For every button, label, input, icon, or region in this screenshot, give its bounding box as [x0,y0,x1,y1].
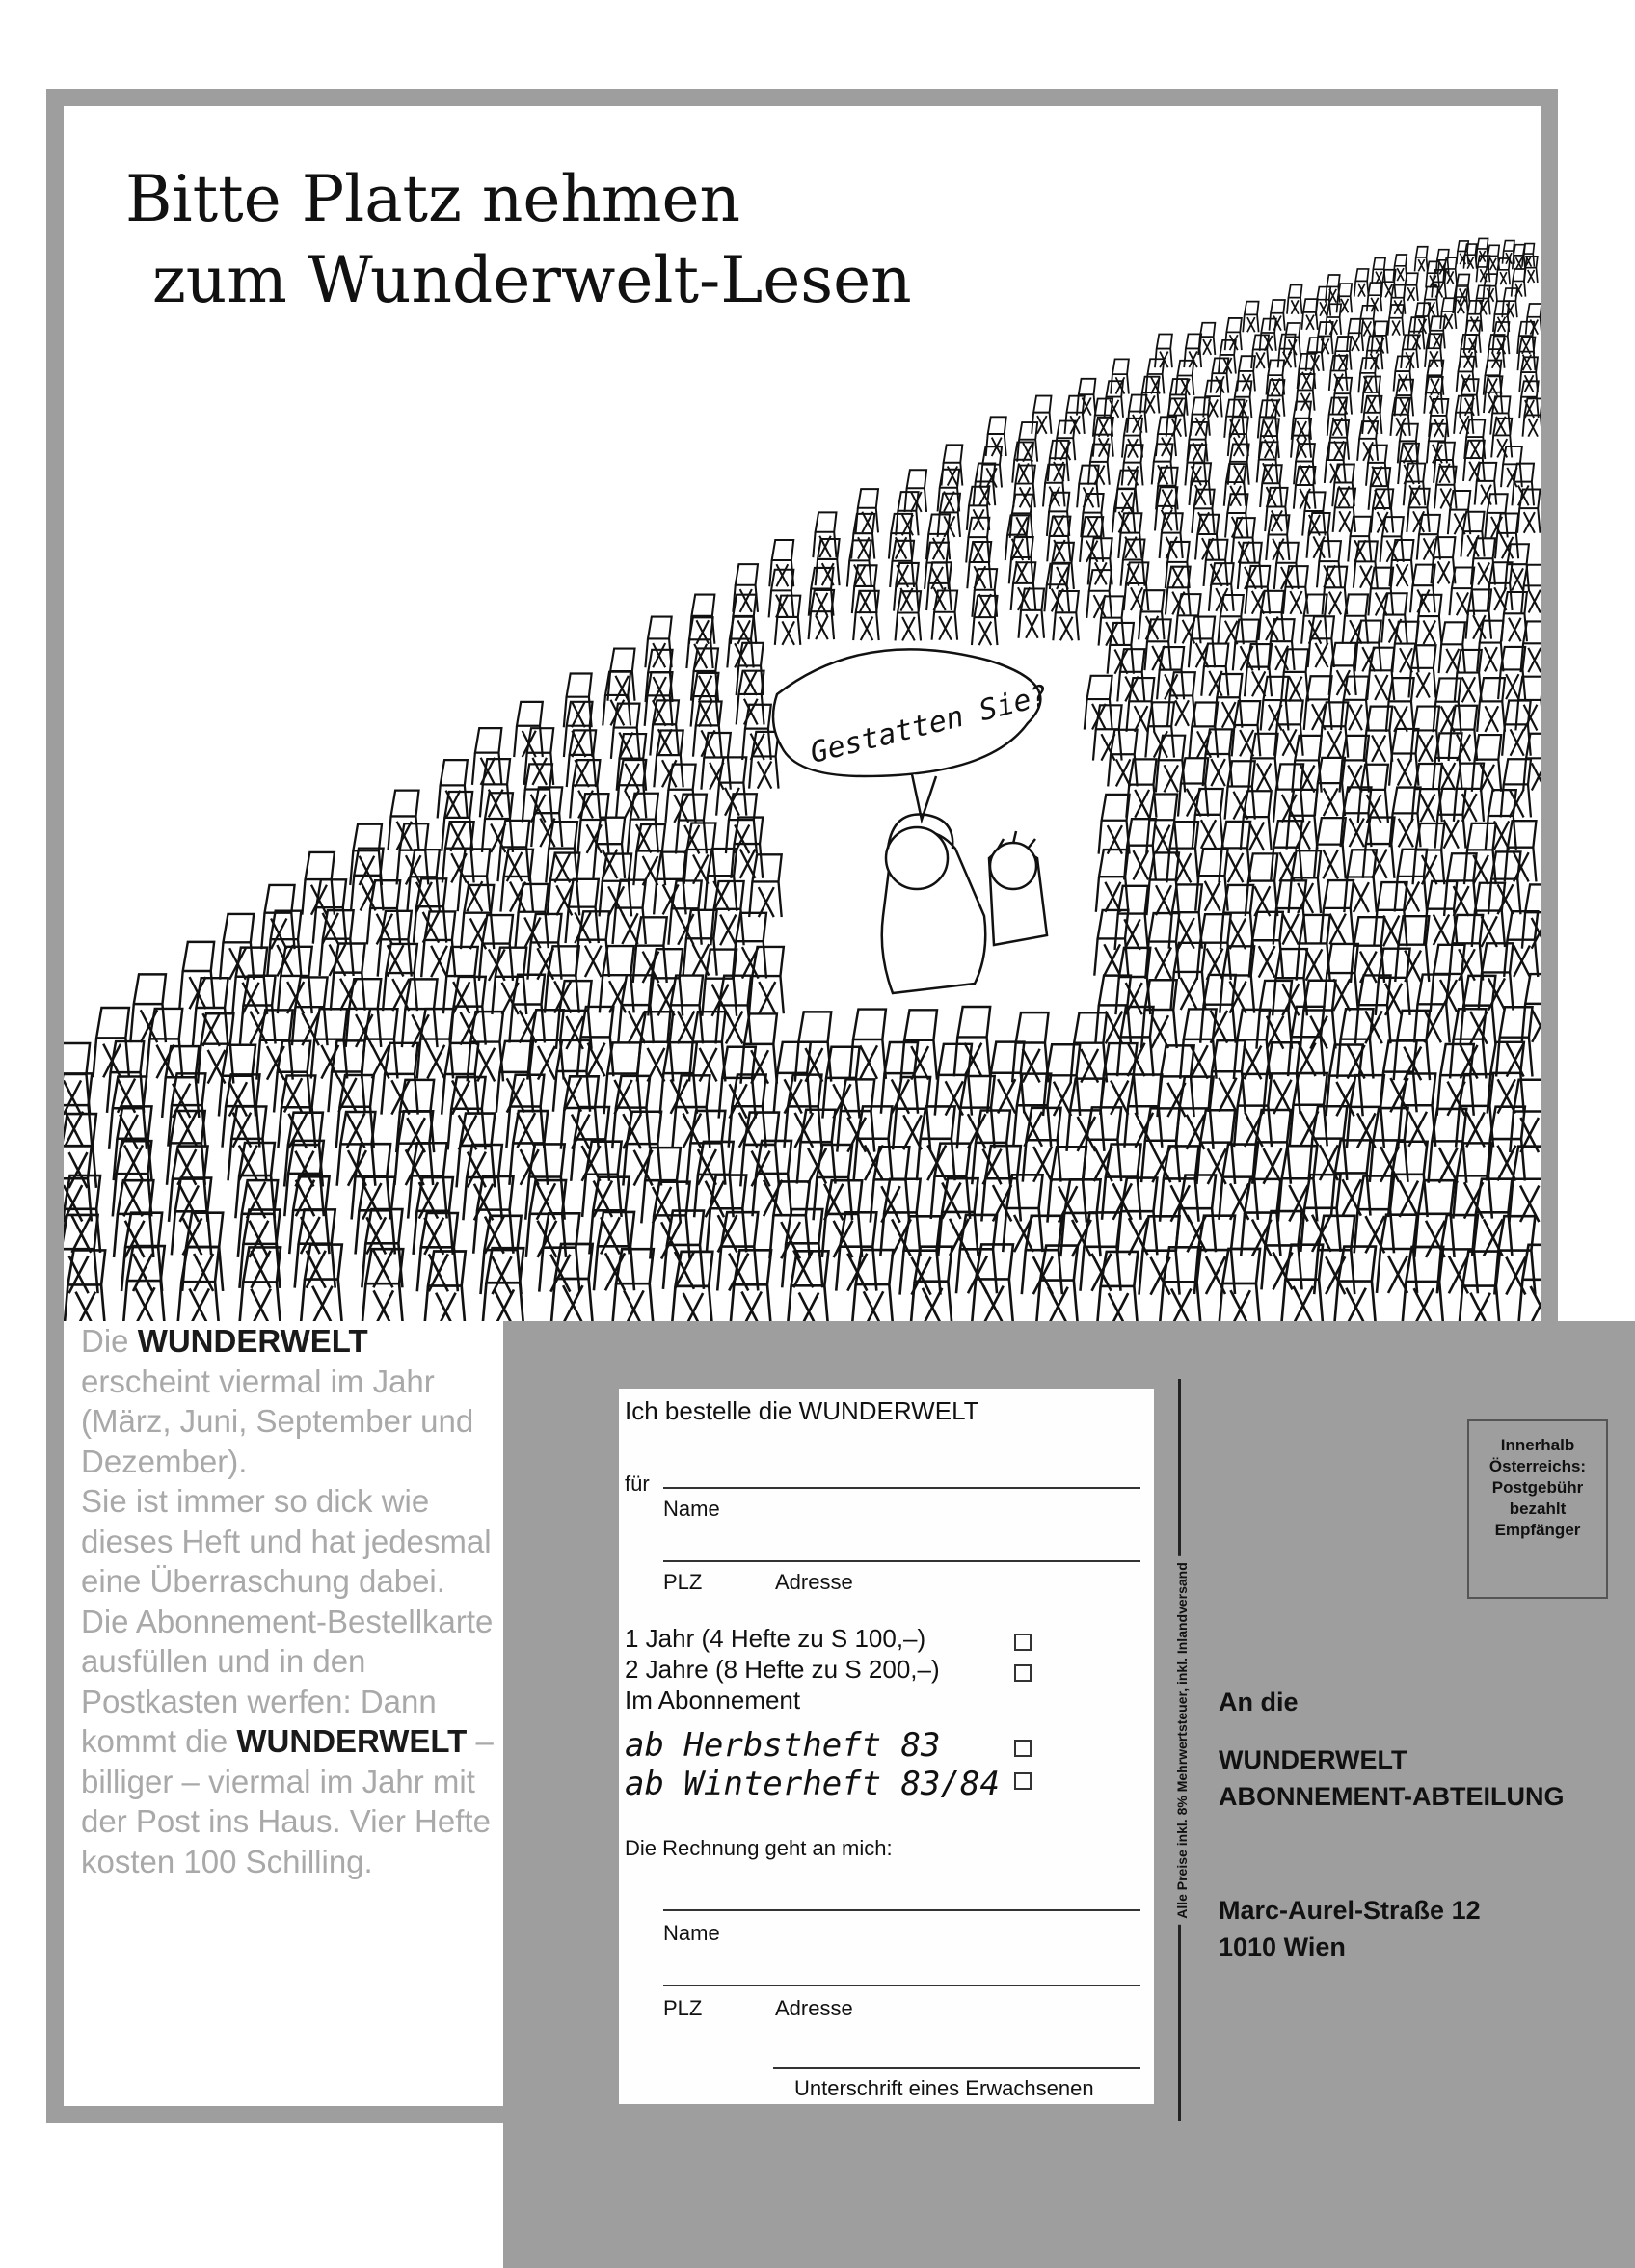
chair [182,1213,223,1291]
chair [1502,288,1517,317]
chair [1463,244,1476,269]
chair [1127,395,1146,433]
chair [691,648,718,700]
chair [1288,1007,1324,1076]
chair [64,1043,90,1115]
chair [284,1141,324,1216]
chair [1510,1147,1541,1222]
chair [408,1143,447,1218]
chair [1475,463,1497,505]
chair [889,514,912,559]
stamp-line-3: Postgebühr [1491,1478,1584,1497]
chair [1307,513,1330,558]
chair [784,1075,821,1148]
name2-label: Name [663,1921,720,1945]
rechnung-label: Die Rechnung geht an mich: [625,1836,893,1860]
headline-line2: zum Wunderwelt-Lesen [152,243,912,317]
chair [1189,617,1215,668]
option-2-years: 2 Jahre (8 Hefte zu S 200,–) [625,1655,940,1684]
chair [1425,334,1442,367]
chair [1363,818,1395,878]
chair [239,1247,281,1321]
chair [1354,541,1378,587]
chair [986,417,1006,456]
chair [663,1211,704,1289]
chair [302,852,335,915]
chair [1321,880,1354,944]
chair [901,1010,937,1079]
chair [1423,287,1438,316]
invoice-address-line[interactable] [663,1984,1140,1986]
chair [1521,565,1541,613]
chair [1219,822,1250,882]
chair [1394,1011,1430,1080]
chair [1371,321,1387,353]
chair [531,787,562,847]
chair [611,704,640,759]
chair [1260,465,1282,507]
chair [1077,379,1095,416]
info-p4-rest: – billiger – viermal im Jahr mit der Post ins Haus. Vier Hefte kosten 100 Schilling. [81,1723,494,1879]
signature-line[interactable] [773,2067,1140,2069]
chair [1395,850,1428,912]
chair [1368,568,1393,616]
chair [480,759,510,817]
chair [1388,305,1404,336]
chair [1243,302,1258,333]
chair [1047,1147,1086,1222]
chair [1003,1174,1042,1252]
chair [407,850,440,912]
chair [394,1111,433,1185]
chair [284,1113,323,1187]
stamp-line-1: Innerhalb [1500,1436,1575,1454]
name-label: Name [663,1497,720,1521]
chair [1118,513,1141,558]
chair [782,1209,822,1287]
chair [1152,444,1173,484]
chair [1290,1073,1327,1146]
chair [931,1144,971,1219]
chair [438,760,468,818]
chair [1464,419,1485,459]
chair [1296,374,1314,411]
chair [1019,589,1045,638]
chair [701,733,730,790]
chair [442,1043,478,1115]
chair [1333,378,1352,415]
chair [1287,285,1302,314]
checkbox-herbstheft[interactable] [1014,1740,1032,1757]
speech-text: Gestatten Sie? [806,678,1052,770]
chair [847,540,871,586]
chair [1297,915,1330,981]
adresse-label: Adresse [775,1570,853,1594]
chair [752,1141,791,1216]
chair [1518,1245,1541,1321]
chair [1374,882,1407,946]
chair [1278,335,1296,368]
chair [1201,644,1228,696]
handwritten-winterheft: ab Winterheft 83/84 [625,1765,1000,1803]
chair [1166,567,1191,615]
form-heading: Ich bestelle die WUNDERWELT [625,1396,979,1425]
chair [942,445,963,485]
chair [1348,517,1371,562]
chair [852,1250,894,1321]
chair [1048,441,1069,481]
chair [850,1010,886,1079]
stamp-line-4: bezahlt [1509,1499,1567,1518]
chair [472,728,501,785]
chair [1415,247,1428,272]
chair [1404,464,1426,506]
chair [1488,562,1513,610]
chair [582,1142,622,1217]
chair [1284,323,1300,355]
recipient-line-1: WUNDERWELT [1219,1745,1407,1774]
chair [1453,1143,1492,1218]
chair [443,947,478,1013]
im-abonnement: Im Abonnement [625,1686,801,1714]
chair [1404,273,1418,301]
chair [974,464,996,506]
chair [1157,1045,1193,1117]
chair [737,671,764,725]
address-line[interactable] [663,1560,1140,1562]
chair [851,514,874,559]
city: 1010 Wien [1219,1932,1346,1961]
chair [1334,337,1352,370]
chair [1185,445,1206,485]
chair [1220,946,1254,1012]
chair [362,1249,403,1321]
chair [1416,595,1442,644]
handwritten-herbstheft: ab Herbstheft 83 [625,1726,941,1765]
stamp-line-5: Empfänger [1494,1521,1581,1539]
chair [1144,619,1170,670]
invoice-name-line[interactable] [663,1909,1140,1911]
checkbox-2-years[interactable] [1014,1664,1032,1682]
chair [1355,621,1381,672]
checkbox-1-year[interactable] [1014,1634,1032,1651]
chair [1175,594,1201,643]
speech-bubble [773,649,1052,820]
info-p4-brand: WUNDERWELT [236,1723,468,1759]
plz-label: PLZ [663,1570,703,1594]
chair [1354,269,1369,297]
chair [1281,649,1308,701]
chair [1380,1041,1416,1113]
recipient-block [1219,1742,1565,1815]
chair [1081,494,1103,537]
chair [654,731,683,788]
chair [691,673,719,727]
chair [397,824,429,884]
chair [1343,594,1369,643]
chair [775,596,801,645]
info-p4-pre: die [185,1723,228,1759]
chair [1449,567,1474,615]
chair [1329,356,1348,391]
two-people [882,814,1047,993]
chair [837,1079,874,1151]
chair [645,672,673,726]
an-die: An die [1219,1688,1299,1716]
chair [1464,321,1481,353]
chair [1477,678,1505,732]
chair [1424,881,1457,945]
price-note: Alle Preise inkl. 8% Mehrwertsteuer, inkl. Inlandversand [1174,1556,1190,1925]
chair [1053,591,1079,640]
chair [1439,622,1465,673]
chair [1490,396,1510,434]
plz2-label: PLZ [663,1996,703,2020]
chair [1160,513,1183,558]
chair [1476,238,1488,261]
unterschrift-label: Unterschrift eines Erwachsenen [794,2076,1094,2100]
chair [1486,790,1516,850]
chair [1460,379,1478,416]
chair [1510,1080,1541,1152]
chair [1111,359,1129,393]
chair [367,880,400,944]
info-p1-rest: erscheint viermal im Jahr (März, Juni, September und Dezember). [81,1363,474,1479]
chair [1036,1246,1078,1321]
info-p1-pre: Die [81,1323,129,1359]
chair [1257,442,1278,482]
chairs-cartoon [64,222,1541,1321]
recipient-line-2: ABONNEMENT-ABTEILUNG [1219,1782,1565,1811]
chair [650,700,679,755]
chair [1434,443,1455,483]
chair [551,1244,593,1321]
chair [904,470,926,512]
chair [193,978,228,1046]
chair [749,854,782,917]
info-p3: Die Abonnement-Bestellkarte ausfüllen und in den Postkasten werfen: Dann kommt [81,1603,494,1759]
chair [331,944,365,1011]
address-block [1219,1892,1481,1965]
chair [932,590,958,639]
chair [654,852,686,915]
chair [1454,396,1473,434]
chair [1370,1108,1408,1182]
chair [1291,418,1311,458]
chair [730,1250,771,1321]
chair [1043,465,1065,507]
chair [1124,1075,1162,1148]
chair [1454,764,1484,822]
order-form [619,1389,1154,2104]
chair [402,979,438,1047]
chair [1365,337,1382,370]
chair [1261,677,1289,731]
chair [813,512,836,557]
fuer-name-line[interactable] [663,1487,1140,1489]
fuer-label: für [625,1472,650,1496]
chair [1093,418,1113,457]
chair [1232,518,1255,563]
chair [1265,488,1287,531]
chair [1224,464,1246,506]
chair [617,734,646,791]
chair [1381,593,1407,642]
headline-line1: Bitte Platz nehmen [125,162,741,236]
chair [1444,853,1477,916]
chair [1232,701,1261,756]
chair [1094,910,1128,976]
chair [1523,734,1541,791]
chair [1032,396,1051,434]
chair [671,1252,712,1321]
chair [389,791,419,850]
option-1-year: 1 Jahr (4 Hefte zu S 100,–) [625,1624,926,1653]
checkbox-winterheft[interactable] [1014,1772,1032,1790]
chair [1273,764,1303,822]
chair [852,565,877,613]
chair [1115,886,1148,950]
chair [1234,1010,1270,1079]
chair [1512,269,1526,297]
chair [1096,850,1129,912]
info-p2: Sie ist immer so dick wie dieses Heft und hat jedesmal eine Überraschung dabei. [81,1483,492,1599]
chair [1269,300,1284,331]
chair [797,1110,836,1184]
chair [1457,357,1475,392]
chair [1225,318,1242,350]
chair [856,489,878,532]
chair [442,822,474,882]
street: Marc-Aurel-Straße 12 [1219,1896,1481,1925]
chair [1180,1009,1216,1078]
adresse2-label: Adresse [775,1996,853,2020]
chair [1283,566,1308,614]
chair [1099,795,1130,854]
chair [733,913,766,979]
chair [600,946,634,1012]
chair [795,1012,831,1081]
postage-box [1467,1419,1608,1599]
chair [1077,466,1099,508]
chair [313,879,346,943]
chair [1389,729,1418,786]
chair [954,1007,990,1076]
chair [1139,590,1165,639]
chair [524,728,553,785]
chair [1209,563,1234,611]
chair [1517,490,1540,533]
chair [809,590,835,639]
chair [740,1013,776,1083]
chair [604,1042,641,1114]
chair [1326,304,1341,335]
info-p1-brand: WUNDERWELT [137,1323,368,1359]
chair [1155,487,1177,530]
chair [1429,316,1445,348]
chair-field [64,238,1541,1321]
info-text [81,1321,505,1881]
chair [1407,317,1424,349]
chair [1407,489,1429,532]
stamp-line-2: Österreichs: [1488,1457,1587,1475]
